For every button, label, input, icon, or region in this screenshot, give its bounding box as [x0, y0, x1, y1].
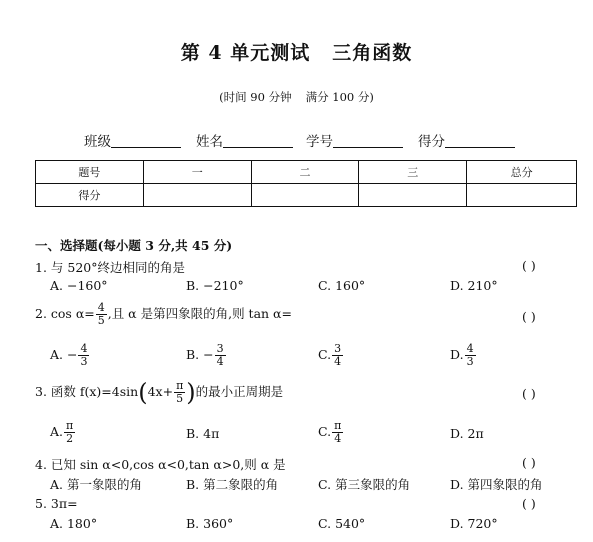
id-label: 学号: [306, 134, 333, 150]
table-header-row: [36, 161, 577, 184]
q3-a-frac: [64, 420, 75, 445]
page-subtitle: [0, 89, 593, 105]
question-4-option-a[interactable]: A. 第一象限的角: [50, 477, 142, 492]
q3-c-frac: [332, 420, 343, 445]
question-3-option-b[interactable]: B. 4π: [186, 426, 220, 441]
question-2-option-d[interactable]: [450, 343, 477, 368]
q2-fraction: [96, 302, 107, 327]
q3-stem-suffix: 的最小正周期是: [195, 384, 284, 399]
q2-stem-suffix: ,且 α 是第四象限的角,则 tan α=: [107, 306, 292, 321]
q3-stem-prefix: 3. 函数 f(x)=4sin: [35, 384, 139, 399]
page-title: [0, 38, 593, 65]
question-3-option-c[interactable]: [318, 420, 344, 445]
header-cell-total: 总分: [467, 161, 577, 184]
name-blank[interactable]: [223, 133, 293, 148]
q2-a-num: 4: [80, 342, 88, 355]
header-cell-question-no: 题号: [36, 161, 144, 184]
question-3-option-a[interactable]: [50, 420, 76, 445]
question-2-option-a[interactable]: [50, 343, 90, 368]
question-2-answer-paren[interactable]: ( ): [522, 309, 536, 324]
score-field: [418, 130, 515, 150]
class-label: 班级: [84, 134, 111, 150]
q3-frac-den: 5: [176, 392, 184, 405]
question-4-answer-paren[interactable]: ( ): [522, 455, 536, 470]
q2-d-num: 4: [466, 342, 474, 355]
q3-frac-num: π: [176, 379, 184, 392]
q2-d-den: 3: [466, 355, 474, 368]
question-1-option-b[interactable]: B. −210°: [186, 278, 244, 293]
q2-b-den: 4: [216, 355, 224, 368]
question-5-answer-paren[interactable]: ( ): [522, 496, 536, 511]
class-blank[interactable]: [111, 133, 181, 148]
question-5-option-b[interactable]: B. 360°: [186, 516, 234, 531]
student-id-field: [306, 130, 403, 150]
question-5-option-a[interactable]: A. 180°: [50, 516, 98, 531]
subtitle-time: (时间 90 分钟: [219, 90, 292, 104]
question-3-option-d[interactable]: D. 2π: [450, 426, 484, 441]
question-3-answer-paren[interactable]: ( ): [522, 386, 536, 401]
q2-stem-prefix: 2. cos α=: [35, 306, 95, 321]
question-1-option-c[interactable]: C. 160°: [318, 278, 366, 293]
q3-a-num: π: [66, 419, 74, 432]
score-cell-total[interactable]: [467, 184, 577, 207]
question-3-stem: [35, 380, 283, 405]
question-4-option-c[interactable]: C. 第三象限的角: [318, 477, 411, 492]
title-topic: 三角函数: [332, 42, 413, 64]
question-4-stem: 4. 已知 sin α<0,cos α<0,tan α>0,则 α 是: [35, 457, 286, 472]
q3-c-den: 4: [334, 432, 342, 445]
q2-frac-den: 5: [97, 314, 105, 327]
score-cell-part-3[interactable]: [359, 184, 467, 207]
q2-b-frac: [215, 343, 226, 368]
question-1-option-a[interactable]: A. −160°: [50, 278, 108, 293]
q3-fraction: [174, 380, 185, 405]
question-1-option-d[interactable]: D. 210°: [450, 278, 498, 293]
score-table: [35, 160, 577, 207]
score-label: 得分: [418, 134, 445, 150]
subtitle-score: 满分 100 分): [305, 90, 374, 104]
question-5-stem: 5. 3π=: [35, 496, 78, 511]
table-score-row: [36, 184, 577, 207]
q2-c-label: C.: [318, 347, 332, 362]
q3-a-label: A.: [50, 424, 64, 439]
q2-a-label: A. −: [50, 347, 78, 362]
q3-a-den: 2: [66, 432, 74, 445]
score-cell-part-2[interactable]: [251, 184, 359, 207]
question-1-answer-paren[interactable]: ( ): [522, 258, 536, 273]
section-heading: 一、选择题(每小题 3 分,共 45 分): [35, 238, 233, 253]
score-cell-part-1[interactable]: [143, 184, 251, 207]
question-2-option-c[interactable]: [318, 343, 344, 368]
question-5-option-c[interactable]: C. 540°: [318, 516, 366, 531]
name-label: 姓名: [196, 134, 223, 150]
question-1-stem: 1. 与 520°终边相同的角是: [35, 260, 185, 275]
q2-b-label: B. −: [186, 347, 214, 362]
question-2-option-b[interactable]: [186, 343, 227, 368]
q2-frac-num: 4: [97, 301, 105, 314]
question-4-option-b[interactable]: B. 第二象限的角: [186, 477, 279, 492]
q2-d-frac: [465, 343, 476, 368]
score-blank[interactable]: [445, 133, 515, 148]
header-cell-part-2: 二: [251, 161, 359, 184]
q2-c-frac: [332, 343, 343, 368]
q2-b-num: 3: [216, 342, 224, 355]
name-field: [196, 130, 293, 150]
q3-c-label: C.: [318, 424, 332, 439]
title-main: 第 4 单元测试: [180, 42, 311, 64]
id-blank[interactable]: [333, 133, 403, 148]
question-5-option-d[interactable]: D. 720°: [450, 516, 498, 531]
header-cell-part-3: 三: [359, 161, 467, 184]
q2-a-den: 3: [80, 355, 88, 368]
q2-c-num: 3: [334, 342, 342, 355]
q2-a-frac: [78, 343, 89, 368]
q3-c-num: π: [334, 419, 342, 432]
header-cell-part-1: 一: [143, 161, 251, 184]
question-2-stem: [35, 302, 292, 327]
q2-d-label: D.: [450, 347, 464, 362]
class-field: [84, 130, 181, 150]
q3-close-paren: ): [186, 378, 196, 407]
q2-c-den: 4: [334, 355, 342, 368]
q3-inner: 4x+: [147, 384, 174, 399]
row-label-score: 得分: [36, 184, 144, 207]
q3-open-paren: (: [138, 378, 148, 407]
question-4-option-d[interactable]: D. 第四象限的角: [450, 477, 543, 492]
